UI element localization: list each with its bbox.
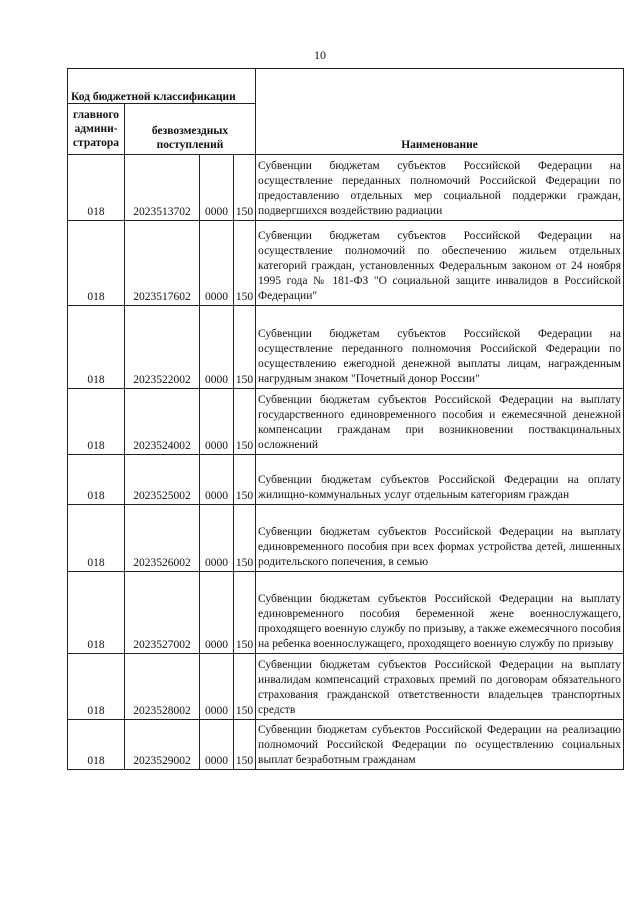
row-admin: 018 bbox=[68, 155, 125, 221]
table-row bbox=[68, 389, 624, 455]
table-row bbox=[68, 155, 624, 221]
row-sub: 0000 bbox=[200, 654, 234, 720]
table-row bbox=[68, 455, 624, 505]
row-kind: 150 bbox=[234, 306, 256, 389]
row-admin: 018 bbox=[68, 572, 125, 654]
row-code: 2023525002 bbox=[125, 455, 200, 505]
row-sub: 0000 bbox=[200, 572, 234, 654]
row-admin: 018 bbox=[68, 389, 125, 455]
row-sub: 0000 bbox=[200, 455, 234, 505]
row-code: 2023513702 bbox=[125, 155, 200, 221]
row-code: 2023526002 bbox=[125, 505, 200, 572]
row-name: Субвенции бюджетам субъектов Российской Федерации на выплату государственного единовременного пособия и ежемесячной денежной компенсации гражданам при возникновении поствакцинальных осложнений bbox=[256, 389, 624, 455]
table-row bbox=[68, 654, 624, 720]
row-kind: 150 bbox=[234, 505, 256, 572]
row-code: 2023527002 bbox=[125, 572, 200, 654]
row-admin: 018 bbox=[68, 654, 125, 720]
row-kind: 150 bbox=[234, 455, 256, 505]
header-admin: главного админи-стратора bbox=[68, 104, 125, 155]
table-row bbox=[68, 221, 624, 306]
row-name: Субвенции бюджетам субъектов Российской Федерации на выплату единовременного пособия при всех формах устройства детей, лишенных родительского попечения, в семью bbox=[256, 505, 624, 572]
header-revenue: безвозмездных поступлений bbox=[125, 104, 256, 155]
row-name: Субвенции бюджетам субъектов Российской Федерации на выплату единовременного пособия беременной жене военнослужащего, проходящего военную службу по призыву, а также ежемесячного пособия на ребенка военнослужащего, проходящего военную службу по призыву bbox=[256, 572, 624, 654]
row-name: Субвенции бюджетам субъектов Российской Федерации на осуществление полномочий по обеспечению жильем отдельных категорий граждан, установленных Федеральным законом от 24 ноября 1995 года № 181-ФЗ "О социальной защите инвалидов в Российской Федерации" bbox=[256, 221, 624, 306]
table-row bbox=[68, 306, 624, 389]
row-admin: 018 bbox=[68, 306, 125, 389]
row-admin: 018 bbox=[68, 455, 125, 505]
page-number: 10 bbox=[314, 48, 326, 62]
row-sub: 0000 bbox=[200, 221, 234, 306]
row-name: Субвенции бюджетам субъектов Российской Федерации на оплату жилищно-коммунальных услуг отдельным категориям граждан bbox=[256, 455, 624, 505]
row-kind: 150 bbox=[234, 221, 256, 306]
header-name: Наименование bbox=[256, 69, 624, 155]
table-row bbox=[68, 720, 624, 770]
row-kind: 150 bbox=[234, 572, 256, 654]
row-name: Субвенции бюджетам субъектов Российской Федерации на осуществление переданных полномочий Российской Федерации по предоставлению отдельных мер социальной поддержки граждан, подвергшихся воздействию радиации bbox=[256, 155, 624, 221]
row-kind: 150 bbox=[234, 389, 256, 455]
row-name: Субвенции бюджетам субъектов Российской Федерации на реализацию полномочий Российской Федерации по осуществлению социальных выплат безработным гражданам bbox=[256, 720, 624, 770]
row-code: 2023529002 bbox=[125, 720, 200, 770]
row-code: 2023524002 bbox=[125, 389, 200, 455]
row-code: 2023528002 bbox=[125, 654, 200, 720]
row-sub: 0000 bbox=[200, 155, 234, 221]
row-admin: 018 bbox=[68, 720, 125, 770]
row-sub: 0000 bbox=[200, 720, 234, 770]
row-admin: 018 bbox=[68, 505, 125, 572]
budget-classification-table bbox=[67, 68, 624, 770]
row-kind: 150 bbox=[234, 720, 256, 770]
row-name: Субвенции бюджетам субъектов Российской Федерации на выплату инвалидам компенсаций страховых премий по договорам обязательного страхования гражданской ответственности владельцев транспортных средств bbox=[256, 654, 624, 720]
row-code: 2023517602 bbox=[125, 221, 200, 306]
row-sub: 0000 bbox=[200, 306, 234, 389]
row-code: 2023522002 bbox=[125, 306, 200, 389]
row-admin: 018 bbox=[68, 221, 125, 306]
row-name: Субвенции бюджетам субъектов Российской Федерации на осуществление переданного полномочия Российской Федерации по осуществлению ежегодной денежной выплаты лицам, награжденным нагрудным знаком "Почетный донор России" bbox=[256, 306, 624, 389]
table-row bbox=[68, 505, 624, 572]
row-kind: 150 bbox=[234, 155, 256, 221]
row-sub: 0000 bbox=[200, 389, 234, 455]
row-sub: 0000 bbox=[200, 505, 234, 572]
row-kind: 150 bbox=[234, 654, 256, 720]
table-row bbox=[68, 572, 624, 654]
header-code-group: Код бюджетной классификации bbox=[68, 69, 256, 104]
